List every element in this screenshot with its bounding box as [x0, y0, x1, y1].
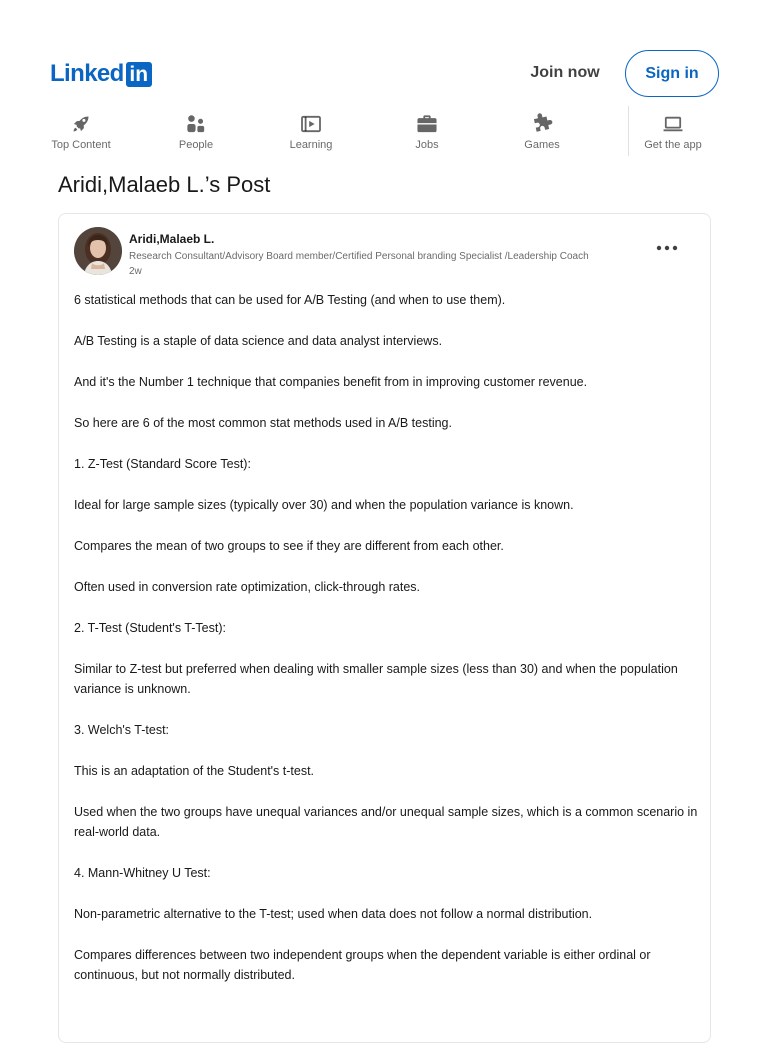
sign-in-button[interactable]: Sign in — [625, 50, 719, 97]
video-icon — [299, 112, 323, 136]
ellipsis-icon — [656, 239, 678, 254]
post-paragraph: Often used in conversion rate optimization, click-through rates. — [74, 580, 421, 594]
author-avatar[interactable] — [74, 227, 122, 275]
logo-in-box: in — [126, 62, 152, 87]
post-paragraph: Compares the mean of two groups to see if they are different from each other. — [74, 539, 504, 553]
nav-label-learning: Learning — [289, 139, 333, 151]
author-name[interactable]: Aridi,Malaeb L. — [129, 232, 215, 246]
post-paragraph: Non-parametric alternative to the T-test; used when data does not follow a normal distribution. — [74, 907, 593, 921]
post-card — [58, 213, 711, 1043]
linkedin-logo[interactable] — [50, 61, 152, 87]
nav-item-people[interactable] — [146, 106, 246, 156]
post-body — [74, 290, 699, 1006]
laptop-icon — [661, 112, 685, 136]
nav-item-get-the-app[interactable] — [623, 106, 723, 156]
post-paragraph: And it's the Number 1 technique that companies benefit from in improving customer revenue. — [74, 375, 588, 389]
post-timestamp: 2w — [129, 266, 142, 277]
nav-label-jobs: Jobs — [415, 139, 439, 151]
post-paragraph: 6 statistical methods that can be used for A/B Testing (and when to use them). — [74, 293, 506, 307]
puzzle-icon — [530, 112, 554, 136]
nav-label-get-the-app: Get the app — [644, 139, 702, 151]
post-paragraph: 1. Z-Test (Standard Score Test): — [74, 457, 251, 471]
top-nav — [0, 106, 768, 158]
nav-label-top-content: Top Content — [51, 139, 111, 151]
top-header — [0, 0, 768, 108]
nav-label-people: People — [178, 139, 214, 151]
author-headline: Research Consultant/Advisory Board member/Certified Personal branding Specialist /Leadership Coach — [129, 251, 589, 262]
post-paragraph: A/B Testing is a staple of data science and data analyst interviews. — [74, 334, 443, 348]
people-icon — [184, 112, 208, 136]
post-paragraph: 2. T-Test (Student's T-Test): — [74, 621, 226, 635]
more-options-button[interactable] — [651, 234, 683, 258]
post-paragraph: Similar to Z-test but preferred when dealing with smaller sample sizes (less than 30) and when the population variance is unknown. — [74, 662, 678, 696]
nav-item-jobs[interactable] — [377, 106, 477, 156]
post-paragraph: Compares differences between two independent groups when the dependent variable is either ordinal or continuous, but not normally distributed. — [74, 948, 651, 982]
join-now-button[interactable]: Join now — [520, 56, 610, 90]
nav-label-games: Games — [524, 139, 560, 151]
post-paragraph: Used when the two groups have unequal variances and/or unequal sample sizes, which is a common scenario in real-world data. — [74, 805, 698, 839]
nav-item-learning[interactable] — [261, 106, 361, 156]
rocket-icon — [69, 112, 93, 136]
briefcase-icon — [415, 112, 439, 136]
nav-item-games[interactable] — [492, 106, 592, 156]
post-paragraph: 3. Welch's T-test: — [74, 723, 170, 737]
post-paragraph: 4. Mann-Whitney U Test: — [74, 866, 211, 880]
nav-item-top-content[interactable] — [31, 106, 131, 156]
logo-wordmark: Linked — [50, 60, 124, 87]
post-paragraph: Ideal for large sample sizes (typically over 30) and when the population variance is known. — [74, 498, 574, 512]
post-paragraph: So here are 6 of the most common stat methods used in A/B testing. — [74, 416, 452, 430]
post-paragraph: This is an adaptation of the Student's t-test. — [74, 764, 315, 778]
page-title: Aridi,Malaeb L.’s Post — [58, 172, 271, 197]
